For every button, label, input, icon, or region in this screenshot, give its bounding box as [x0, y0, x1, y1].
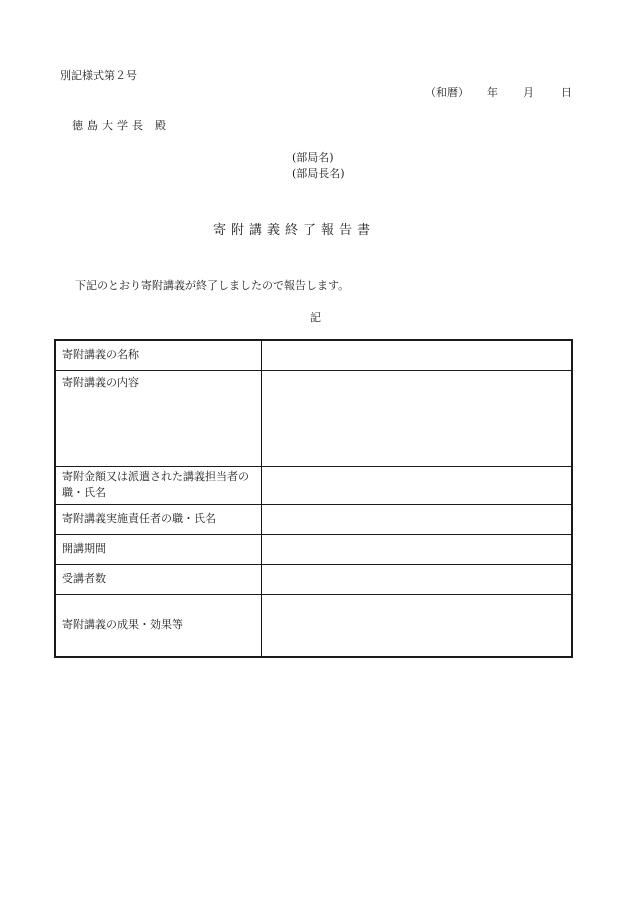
department-name: (部局名) [292, 151, 334, 164]
table-row [55, 504, 572, 534]
addressee-name: 徳島大学長 [72, 119, 147, 132]
department-head-name: (部局長名) [292, 167, 345, 180]
addressee-honorific: 殿 [155, 119, 166, 132]
form-number: 別記様式第２号 [60, 69, 137, 82]
date-line [425, 84, 572, 100]
addressee [72, 117, 166, 133]
row-value-donation-amount[interactable] [262, 466, 573, 504]
row-label-responsible-person: 寄附講義実施責任者の職・氏名 [55, 504, 262, 534]
date-year: 年 [487, 86, 498, 99]
date-day: 日 [561, 86, 572, 99]
row-label-donation-amount: 寄附金額又は派遣された講義担当者の職・氏名 [55, 466, 262, 504]
row-label-lecture-content: 寄附講義の内容 [55, 370, 262, 466]
row-value-lecture-content[interactable] [262, 370, 573, 466]
row-value-results[interactable] [262, 594, 573, 657]
row-value-lecture-period[interactable] [262, 534, 573, 564]
table-row [55, 466, 572, 504]
row-label-lecture-name: 寄附講義の名称 [55, 340, 262, 370]
intro-text: 下記のとおり寄附講義が終了しましたので報告します。 [75, 279, 350, 292]
ki-heading: 記 [310, 311, 321, 324]
row-value-attendee-count[interactable] [262, 564, 573, 594]
row-value-lecture-name[interactable] [262, 340, 573, 370]
table-row [55, 340, 572, 370]
row-value-responsible-person[interactable] [262, 504, 573, 534]
report-table [54, 339, 573, 658]
row-label-lecture-period: 開講期間 [55, 534, 262, 564]
table-row [55, 594, 572, 657]
table-row [55, 564, 572, 594]
table-row [55, 534, 572, 564]
date-month: 月 [523, 86, 534, 99]
date-era: （和暦） [425, 86, 469, 99]
document-title: 寄附講義終了報告書 [213, 223, 376, 238]
table-row [55, 370, 572, 466]
row-label-attendee-count: 受講者数 [55, 564, 262, 594]
row-label-results: 寄附講義の成果・効果等 [55, 594, 262, 657]
